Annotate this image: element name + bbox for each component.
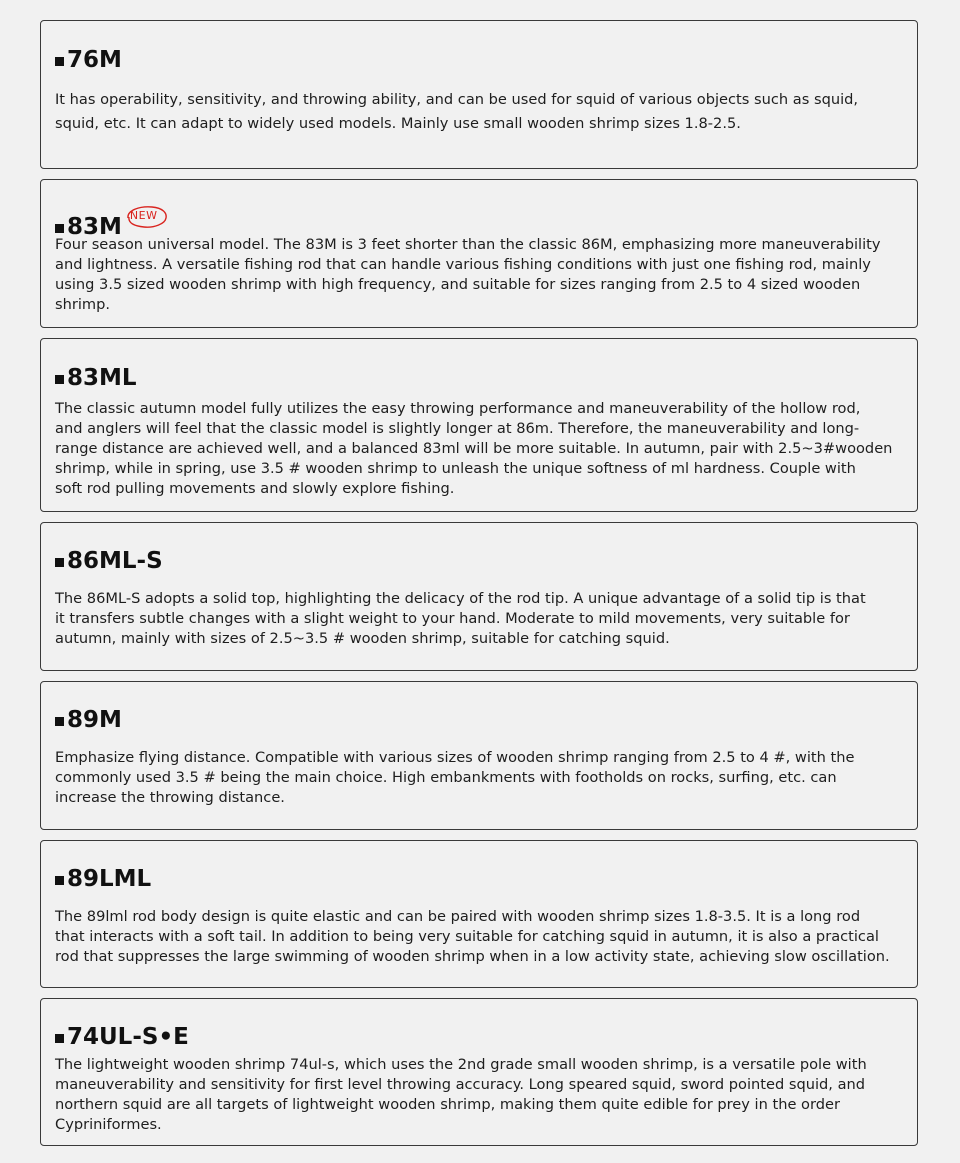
model-title-text: 89LML bbox=[67, 866, 152, 892]
model-description: Emphasize flying distance. Compatible with various sizes of wooden shrimp ranging from 2.5 to 4 #, with the commonly used 3.5 # being the main choice. High embankments with footholds on rocks, surfing, etc. can increase the throwing distance. bbox=[55, 749, 855, 806]
model-description: It has operability, sensitivity, and throwing ability, and can be used for squid of various objects such as squid, squid, etc. It can adapt to widely used models. Mainly use small wooden shrimp sizes 1.8-2.5. bbox=[55, 91, 859, 132]
model-title-text: 83M bbox=[67, 214, 122, 240]
model-title-text: 86ML-S bbox=[67, 548, 163, 574]
model-title-text: 89M bbox=[67, 707, 122, 733]
bullet-square-icon bbox=[55, 1034, 64, 1043]
model-description: The 86ML-S adopts a solid top, highlighting the delicacy of the rod tip. A unique advantage of a solid tip is that it transfers subtle changes with a slight weight to your hand. Moderate to mild movements, very suitable for autumn, mainly with sizes of 2.5~3.5 # wooden shrimp, suitable for catching squid. bbox=[55, 590, 866, 647]
model-title-text: 74UL-S•E bbox=[67, 1024, 189, 1050]
model-description: The classic autumn model fully utilizes the easy throwing performance and maneuverability of the hollow rod, and anglers will feel that the classic model is slightly longer at 86m. Therefore, the maneuverability and long- range distance are achieved well, and a balanced 83ml will be more suitable. In autumn, pair with 2.5~3#wooden shrimp, while in spring, use 3.5 # wooden shrimp to unleash the unique softness of ml hardness. Couple with soft rod pulling movements and slowly explore fishing. bbox=[55, 400, 893, 497]
model-description: The 89lml rod body design is quite elastic and can be paired with wooden shrimp sizes 1.8-3.5. It is a long rod that interacts with a soft tail. In addition to being very suitable for catching squid in autumn, it is also a practical rod that suppresses the large swimming of wooden shrimp when in a low activity state, achieving slow oscillation. bbox=[55, 908, 890, 965]
model-card-83m bbox=[40, 179, 918, 328]
bullet-square-icon bbox=[55, 558, 64, 567]
model-title bbox=[55, 547, 163, 575]
model-title-text: 76M bbox=[67, 47, 122, 73]
model-card-89lml bbox=[40, 840, 918, 988]
model-card-86ml-s bbox=[40, 522, 918, 671]
new-badge bbox=[124, 204, 168, 230]
model-card-76m bbox=[40, 20, 918, 169]
model-card-74ul-s-e bbox=[40, 998, 918, 1146]
model-title bbox=[55, 865, 151, 893]
model-title bbox=[55, 46, 122, 74]
new-badge-label: NEW bbox=[129, 209, 158, 222]
model-card-83ml bbox=[40, 338, 918, 512]
bullet-square-icon bbox=[55, 717, 64, 726]
model-title bbox=[55, 706, 122, 734]
model-title bbox=[55, 364, 137, 392]
bullet-square-icon bbox=[55, 375, 64, 384]
model-title bbox=[55, 1023, 189, 1051]
model-description: Four season universal model. The 83M is 3 feet shorter than the classic 86M, emphasizing more maneuverability and lightness. A versatile fishing rod that can handle various fishing conditions with just one fishing rod, mainly using 3.5 sized wooden shrimp with high frequency, and suitable for sizes ranging from 2.5 to 4 sized wooden shrimp. bbox=[55, 236, 881, 313]
model-card-89m bbox=[40, 681, 918, 830]
model-title-text: 83ML bbox=[67, 365, 137, 391]
model-description: The lightweight wooden shrimp 74ul-s, which uses the 2nd grade small wooden shrimp, is a versatile pole with maneuverability and sensitivity for first level throwing accuracy. Long speared squid, sword pointed squid, and northern squid are all targets of lightweight wooden shrimp, making them quite edible for prey in the order Cypriniformes. bbox=[55, 1056, 867, 1133]
bullet-square-icon bbox=[55, 224, 64, 233]
bullet-square-icon bbox=[55, 57, 64, 66]
bullet-square-icon bbox=[55, 876, 64, 885]
